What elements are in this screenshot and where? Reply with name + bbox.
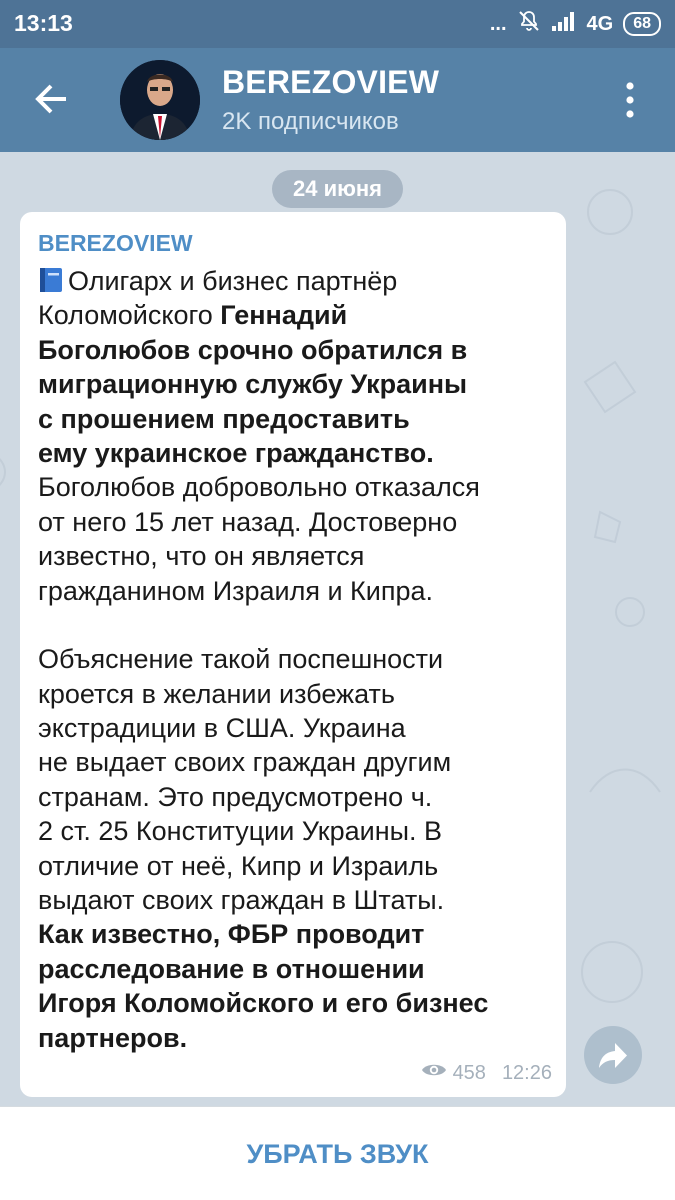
message-segment: Объяснение такой поспешности: [38, 644, 444, 675]
message-line: [38, 849, 560, 883]
bottom-bar: [0, 1106, 675, 1200]
message-line: [38, 333, 560, 367]
message-segment: отличие от неё, Кипр и Израиль: [38, 850, 439, 881]
message-segment: Коломойского: [38, 300, 221, 331]
message-segment: миграционную службу Украины: [38, 369, 468, 400]
message-segment: Геннадий: [220, 300, 348, 331]
blue-book-icon: [38, 266, 64, 294]
message-segment: Как известно, ФБР проводит: [38, 919, 425, 950]
message-segment: кроется в желании избежать: [38, 678, 395, 709]
message-line: [38, 952, 560, 986]
message-line: [38, 814, 560, 848]
message-segment: гражданином Израиля и Кипра.: [38, 575, 434, 606]
message-line: [38, 539, 560, 573]
message-segment: Боголюбов добровольно отказался: [38, 472, 480, 503]
status-time: 13:13: [14, 10, 73, 36]
message-line: [38, 986, 560, 1020]
message-segment: экстрадиции в США. Украина: [38, 713, 406, 744]
message-sender[interactable]: BEREZOVIEW: [38, 230, 193, 256]
message-segment: расследование в отношении: [38, 953, 425, 984]
message-text: [38, 264, 560, 1055]
message-line: [38, 917, 560, 951]
message-segment: известно, что он является: [38, 541, 365, 572]
chat-header: [0, 48, 675, 152]
message-line: [38, 711, 560, 745]
message-segment: ему украинское гражданство.: [38, 437, 434, 468]
message-line: [38, 402, 560, 436]
message-time: 12:26: [501, 1061, 552, 1084]
more-vertical-icon[interactable]: [612, 78, 648, 122]
message-segment: партнеров.: [38, 1022, 188, 1053]
message-line: [38, 608, 560, 642]
network-type: 4G: [586, 12, 614, 35]
message-line: [38, 642, 560, 676]
message-segment: не выдает своих граждан другим: [38, 747, 452, 778]
unmute-button[interactable]: УБРАТЬ ЗВУК: [0, 1107, 675, 1200]
message-line: [38, 883, 560, 917]
message-line: [38, 780, 560, 814]
message-meta: [421, 1061, 552, 1085]
message-segment: выдают своих граждан в Штаты.: [38, 885, 445, 916]
eye-icon: [421, 1061, 447, 1085]
message-segment: Игоря Коломойского и его бизнес: [38, 988, 489, 1019]
message-segment: с прошением предоставить: [38, 403, 410, 434]
subscriber-count: 2K подписчиков: [222, 108, 399, 135]
message-line: [38, 470, 560, 504]
message-segment: странам. Это предусмотрено ч.: [38, 781, 433, 812]
message-line: [38, 264, 560, 298]
message-segment: Боголюбов срочно обратился в: [38, 334, 468, 365]
status-icons: [490, 10, 661, 38]
share-arrow-icon[interactable]: [584, 1026, 642, 1084]
channel-title[interactable]: BEREZOVIEW: [222, 64, 440, 100]
status-dots: ...: [489, 12, 507, 35]
message-line: [38, 745, 560, 779]
view-count: 458: [452, 1061, 486, 1084]
message-segment: 2 ст. 25 Конституции Украины. В: [38, 816, 443, 847]
message-segment: от него 15 лет назад. Достоверно: [38, 506, 458, 537]
message-line: [38, 1021, 560, 1055]
battery-icon: 68: [623, 12, 661, 36]
avatar[interactable]: [120, 60, 200, 140]
mute-bell-icon: [517, 9, 541, 39]
message-line: [38, 574, 560, 608]
message-line: [38, 505, 560, 539]
status-bar: [0, 0, 675, 48]
message-line: [38, 367, 560, 401]
back-arrow-icon[interactable]: [26, 76, 76, 122]
message-line: [38, 677, 560, 711]
message-line: [38, 298, 560, 332]
message-line: [38, 436, 560, 470]
signal-icon: [551, 10, 577, 38]
date-separator: 24 июня: [272, 170, 403, 208]
message-segment: Олигарх и бизнес партнёр: [68, 266, 398, 296]
chat-area[interactable]: [0, 152, 675, 1106]
message-bubble[interactable]: [20, 212, 566, 1097]
